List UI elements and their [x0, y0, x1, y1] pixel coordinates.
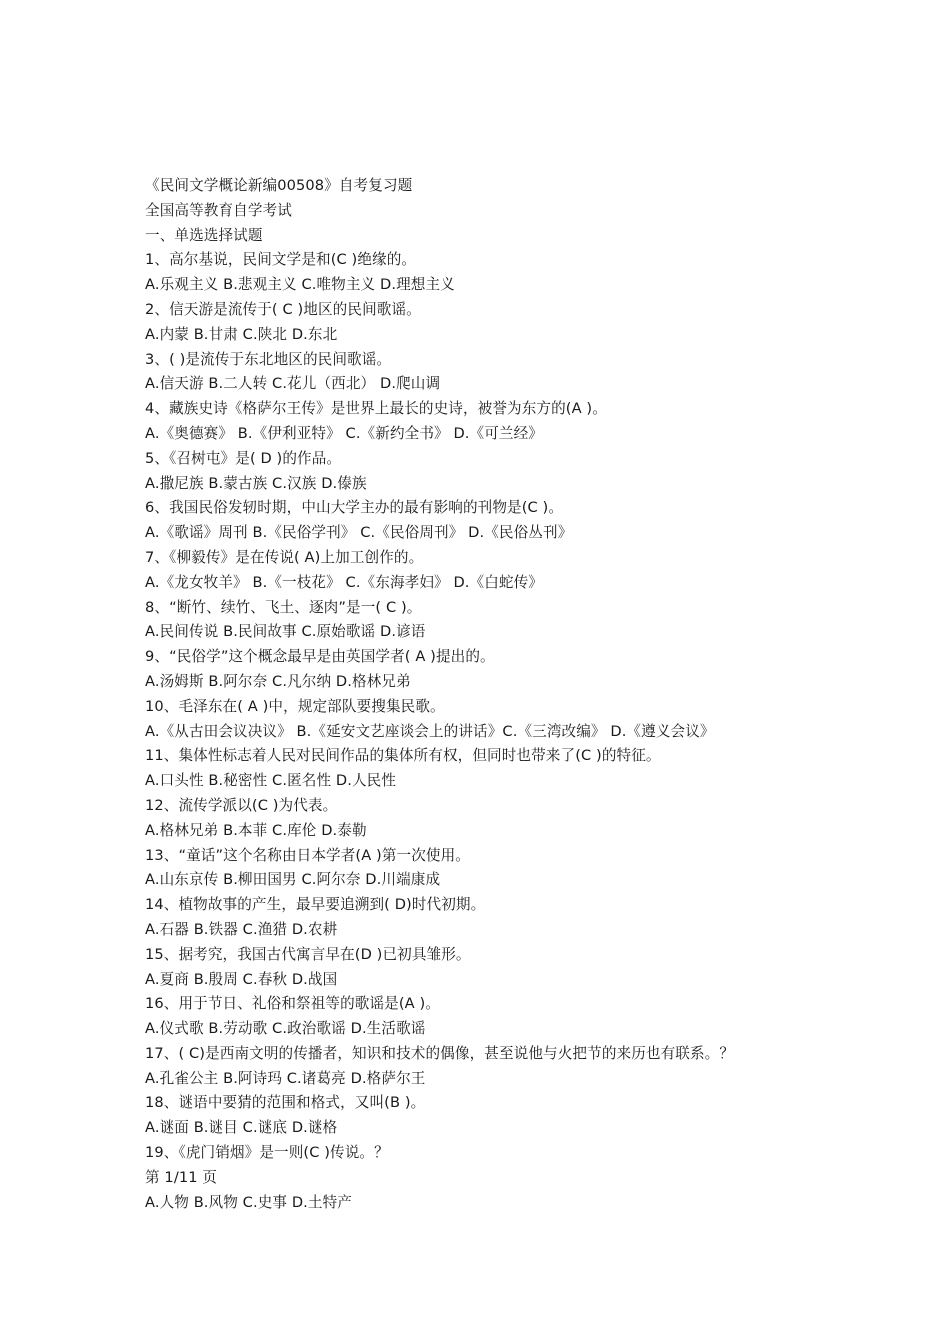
document-subtitle: 全国高等教育自学考试 — [145, 201, 292, 219]
options-4: A.《奥德赛》 B.《伊利亚特》 C.《新约全书》 D.《可兰经》 — [145, 424, 544, 442]
options-14: A.石器 B.铁器 C.渔猎 D.农耕 — [145, 920, 338, 938]
options-10: A.《从古田会议决议》 B.《延安文艺座谈会上的讲话》C.《三湾改编》 D.《遵义会议》 — [145, 722, 715, 740]
question-19: 19、《虎门销烟》是一则(C )传说。？ — [145, 1144, 389, 1162]
options-17: A.孔雀公主 B.阿诗玛 C.诸葛亮 D.格萨尔王 — [145, 1069, 426, 1087]
options-8: A.民间传说 B.民间故事 C.原始歌谣 D.谚语 — [145, 623, 426, 641]
options-18: A.谜面 B.谜目 C.谜底 D.谜格 — [145, 1119, 338, 1137]
question-6: 6、我国民俗发轫时期，中山大学主办的最有影响的刊物是(C )。 — [145, 499, 564, 517]
question-12: 12、流传学派以(C )为代表。 — [145, 796, 338, 814]
question-18: 18、谜语中要猜的范围和格式，又叫(B )。 — [145, 1094, 426, 1112]
question-15: 15、据考究，我国古代寓言早在(D )已初具雏形。 — [145, 945, 471, 963]
question-8: 8、“断竹、续竹、飞土、逐肉”是一( C )。 — [145, 598, 422, 616]
question-11: 11、集体性标志着人民对民间作品的集体所有权，但同时也带来了(C )的特征。 — [145, 747, 661, 765]
question-9: 9、“民俗学”这个概念最早是由英国学者( A )提出的。 — [145, 648, 495, 666]
question-3: 3、( )是流传于东北地区的民间歌谣。 — [145, 350, 392, 368]
question-14: 14、植物故事的产生，最早要追溯到( D)时代初期。 — [145, 896, 486, 914]
question-1: 1、高尔基说，民间文学是和(C )绝缘的。 — [145, 251, 417, 269]
options-15: A.夏商 B.殷周 C.春秋 D.战国 — [145, 970, 338, 988]
options-3: A.信天游 B.二人转 C.花儿（西北） D.爬山调 — [145, 375, 441, 393]
document-title: 《民间文学概论新编00508》自考复习题 — [145, 177, 413, 194]
question-17: 17、( C)是西南文明的传播者，知识和技术的偶像，甚至说他与火把节的来历也有联系。？ — [145, 1044, 735, 1062]
question-2: 2、信天游是流传于( C )地区的民间歌谣。 — [145, 300, 421, 318]
options-12: A.格林兄弟 B.本菲 C.库伦 D.泰勒 — [145, 821, 367, 839]
section-heading: 一、单选选择试题 — [145, 226, 263, 244]
document-body — [145, 174, 915, 1215]
question-16: 16、用于节日、礼俗和祭祖等的歌谣是(A )。 — [145, 995, 440, 1013]
options-11: A.口头性 B.秘密性 C.匿名性 D.人民性 — [145, 772, 397, 790]
options-16: A.仪式歌 B.劳动歌 C.政治歌谣 D.生活歌谣 — [145, 1020, 426, 1038]
options-5: A.撒尼族 B.蒙古族 C.汉族 D.傣族 — [145, 474, 367, 492]
options-2: A.内蒙 B.甘肃 C.陕北 D.东北 — [145, 325, 338, 343]
question-13: 13、“童话”这个名称由日本学者(A )第一次使用。 — [145, 846, 470, 864]
options-19: A.人物 B.风物 C.史事 D.土特产 — [145, 1193, 352, 1211]
options-6: A.《歌谣》周刊 B.《民俗学刊》 C.《民俗周刊》 D.《民俗丛刊》 — [145, 524, 573, 542]
options-7: A.《龙女牧羊》 B.《一枝花》 C.《东海孝妇》 D.《白蛇传》 — [145, 573, 544, 591]
question-10: 10、毛泽东在( A )中，规定部队要搜集民歌。 — [145, 697, 445, 715]
question-4: 4、藏族史诗《格萨尔王传》是世界上最长的史诗，被誉为东方的(A )。 — [145, 400, 607, 418]
question-5: 5、《召树屯》是( D )的作品。 — [145, 449, 342, 467]
options-13: A.山东京传 B.柳田国男 C.阿尔奈 D.川端康成 — [145, 871, 441, 889]
options-9: A.汤姆斯 B.阿尔奈 C.凡尔纳 D.格林兄弟 — [145, 672, 411, 690]
page-number: 第 1/11 页 — [145, 1168, 218, 1186]
options-1: A.乐观主义 B.悲观主义 C.唯物主义 D.理想主义 — [145, 276, 455, 294]
question-7: 7、《柳毅传》是在传说( A)上加工创作的。 — [145, 548, 424, 566]
